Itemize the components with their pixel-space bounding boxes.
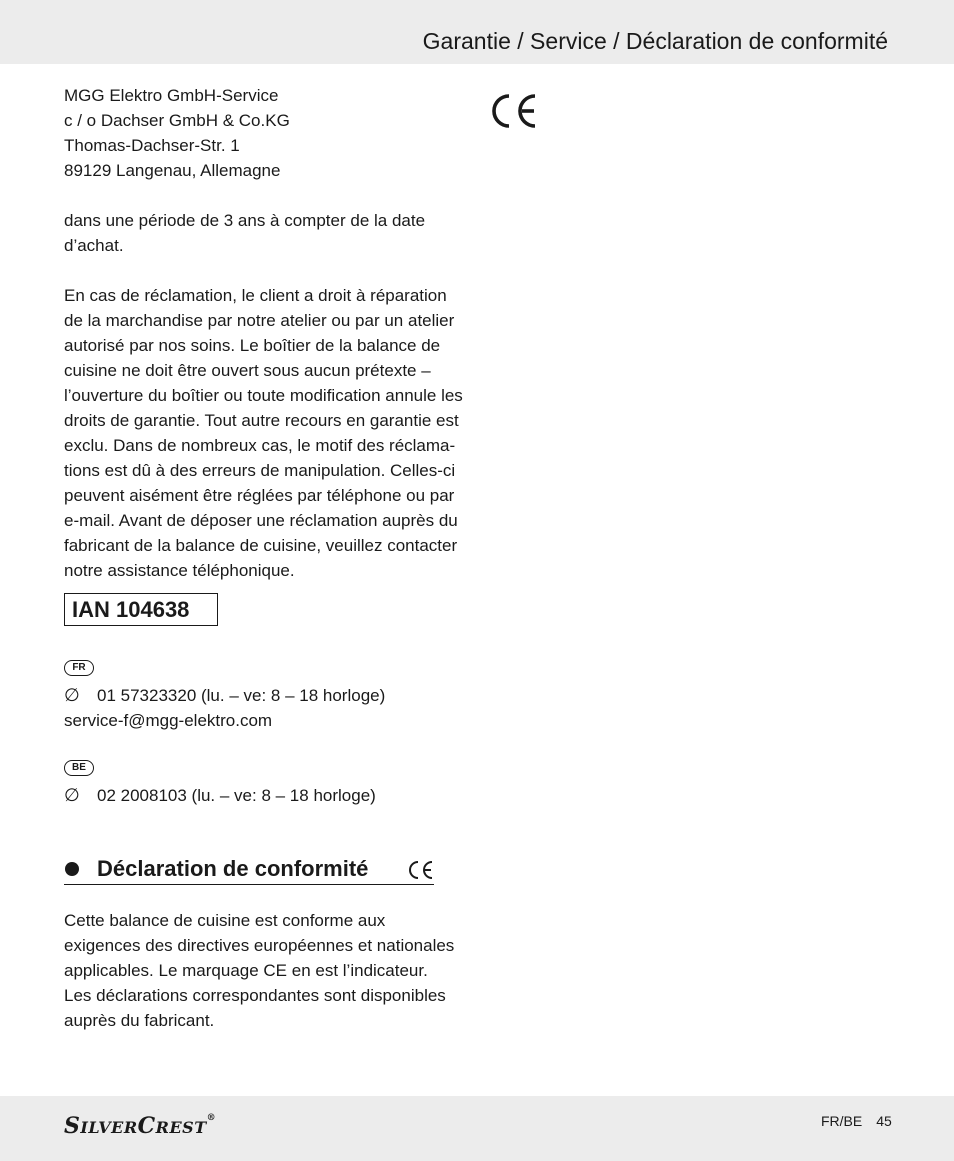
- page-reference: [821, 1113, 892, 1129]
- contact-fr-phone: [64, 683, 385, 708]
- conformity-heading: [64, 854, 434, 885]
- address-line: MGG Elektro GmbH-Service: [64, 86, 279, 105]
- page-title: Garantie / Service / Déclaration de conformité: [422, 28, 888, 54]
- page-number: 45: [876, 1113, 892, 1129]
- text-line: cuisine ne doit être ouvert sous aucun prétexte –: [64, 361, 431, 380]
- ce-mark-icon: [489, 92, 541, 130]
- phone-icon: ∅: [64, 785, 80, 805]
- warranty-period-paragraph: [64, 208, 469, 258]
- text-line: peuvent aisément être réglées par téléphone ou par: [64, 486, 455, 505]
- text-line: d’achat.: [64, 236, 124, 255]
- address-line: 89129 Langenau, Allemagne: [64, 161, 281, 180]
- address-line: Thomas-Dachser-Str. 1: [64, 136, 240, 155]
- service-address: [64, 83, 469, 183]
- text-line: En cas de réclamation, le client a droit à réparation: [64, 286, 447, 305]
- text-line: e-mail. Avant de déposer une réclamation auprès du: [64, 511, 458, 530]
- ce-mark-icon: [407, 860, 435, 880]
- bullet-icon: [65, 862, 79, 876]
- text-line: applicables. Le marquage CE en est l’indicateur.: [64, 961, 428, 980]
- text-line: notre assistance téléphonique.: [64, 561, 295, 580]
- text-line: droits de garantie. Tout autre recours en garantie est: [64, 411, 459, 430]
- contact-be-phone: [64, 783, 376, 808]
- country-badge-be: BE: [64, 760, 94, 776]
- address-line: c / o Dachser GmbH & Co.KG: [64, 111, 290, 130]
- language-code: FR/BE: [821, 1113, 863, 1129]
- text-line: autorisé par nos soins. Le boîtier de la balance de: [64, 336, 441, 355]
- text-line: dans une période de 3 ans à compter de la date: [64, 211, 426, 230]
- text-line: l’ouverture du boîtier ou toute modification annule les: [64, 386, 463, 405]
- text-line: tions est dû à des erreurs de manipulation. Celles-ci: [64, 461, 456, 480]
- conformity-paragraph: [64, 908, 469, 1033]
- section-title: Déclaration de conformité: [97, 856, 369, 881]
- silvercrest-logo: SILVERCREST®: [64, 1113, 217, 1139]
- text-line: auprès du fabricant.: [64, 1011, 215, 1030]
- country-badge-fr: FR: [64, 660, 94, 676]
- text-line: exclu. Dans de nombreux cas, le motif des réclama-: [64, 436, 456, 455]
- text-line: Les déclarations correspondantes sont disponibles: [64, 986, 446, 1005]
- phone-icon: ∅: [64, 685, 80, 705]
- text-line: de la marchandise par notre atelier ou par un atelier: [64, 311, 455, 330]
- claim-paragraph: [64, 283, 469, 583]
- ian-number-box: IAN 104638: [64, 593, 218, 626]
- contact-fr-email[interactable]: service-f@mgg-elektro.com: [64, 711, 273, 730]
- text-line: exigences des directives européennes et nationales: [64, 936, 455, 955]
- text-line: fabricant de la balance de cuisine, veuillez contacter: [64, 536, 458, 555]
- text-line: Cette balance de cuisine est conforme aux: [64, 911, 386, 930]
- phone-number: 02 2008103 (lu. – ve: 8 – 18 horloge): [97, 786, 376, 805]
- phone-number: 01 57323320 (lu. – ve: 8 – 18 horloge): [97, 686, 386, 705]
